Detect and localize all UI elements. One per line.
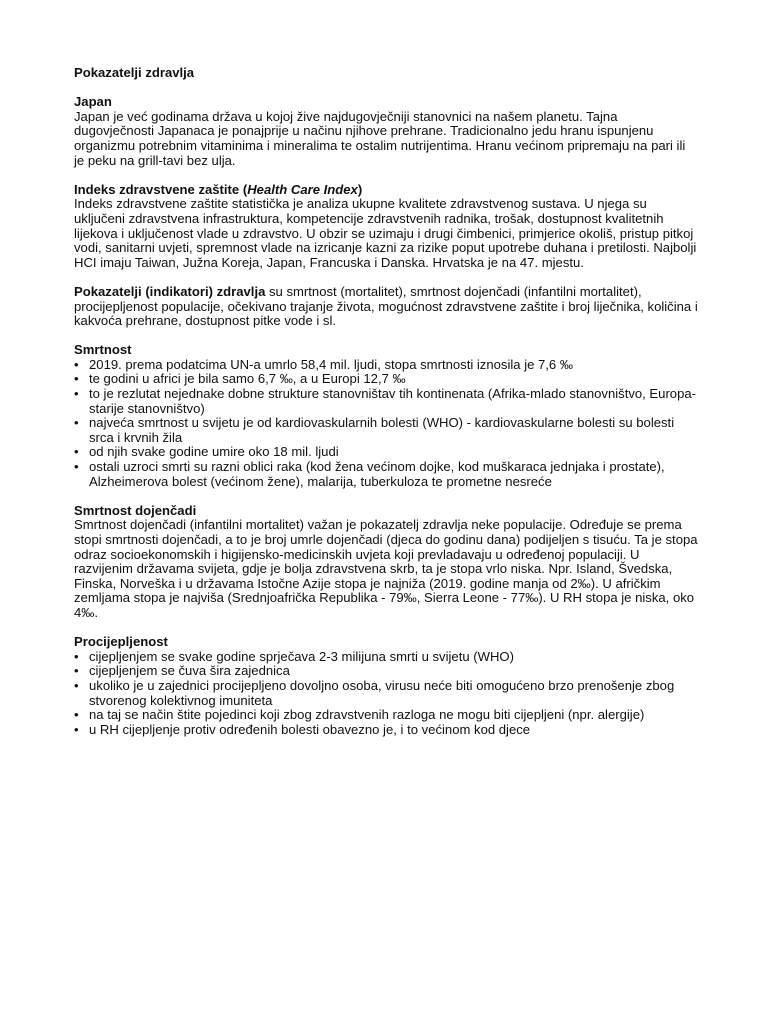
list-item (74, 460, 698, 489)
list-item (74, 723, 698, 738)
paragraph-indicators (74, 285, 698, 329)
heading-hci (74, 183, 698, 198)
bullet-icon: • (74, 415, 79, 431)
mortality-list (74, 358, 698, 489)
heading-hci-end: ) (357, 181, 363, 197)
bullet-icon: • (74, 386, 79, 402)
bullet-icon: • (74, 663, 79, 679)
heading-hci-italic: Health Care Index (247, 181, 358, 197)
section-vaccination (74, 635, 698, 737)
bullet-icon: • (74, 356, 79, 372)
list-item (74, 445, 698, 460)
list-item-text: ukoliko je u zajednici procijepljeno dovoljno osoba, virusu neće biti omogućeno brzo prenošenje zbog stvorenog kolektivnog imuniteta (89, 677, 675, 708)
bullet-icon: • (74, 648, 79, 664)
heading-japan: Japan (74, 94, 112, 110)
list-item (74, 372, 698, 387)
list-item-text: od njih svake godine umire oko 18 mil. ljudi (89, 444, 339, 460)
list-item-text: cijepljenjem se čuva šira zajednica (89, 663, 290, 679)
list-item (74, 387, 698, 416)
paragraph-infant-mortality: Smrtnost dojenčadi (infantilni mortalitet) važan je pokazatelj zdravlja neke populacije. Određuje se prema stopi smrtnosti dojenčadi, a to je broj umrle dojenčadi (djeca do godinu dana) podijeljen s tisuću. Ta je stopa odraz socioekonomskih i higijensko-medicinskih uvjeta koji prevladavaju u određenoj populaciji. U razvijenim državama svijeta, gdje je bolja zdravstvena skrb, ta je stopa vrlo niska. Npr. Island, Švedska, Finska, Norveška i u državama Istočne Azije stopa je najniža (2019. godine manja od 2‰). U afričkim zemljama stopa je najviša (Srednjoafrička Republika - 79‰, Sierra Leone - 77‰). U RH stopa je niska, oko 4‰. (74, 517, 698, 620)
list-item-text: ostali uzroci smrti su razni oblici raka (kod žena većinom dojke, kod muškaraca jednjaka i prostate), Alzheimerova bolest (većinom žene), malarija, tuberkuloza te prometne nesreće (89, 459, 665, 489)
bullet-icon: • (74, 459, 79, 475)
list-item-text: cijepljenjem se svake godine sprječava 2-3 milijuna smrti u svijetu (WHO) (89, 648, 514, 664)
document-title: Pokazatelji zdravlja (74, 65, 195, 80)
bullet-icon: • (74, 444, 79, 460)
list-item-text: te godini u africi je bila samo 6,7 ‰, a u Europi 12,7 ‰ (89, 371, 406, 387)
heading-vaccination: Procijepljenost (74, 634, 168, 650)
indicators-lead: Pokazatelji (indikatori) zdravlja (74, 283, 266, 299)
section-mortality (74, 343, 698, 489)
list-item-text: najveća smrtnost u svijetu je od kardiovaskularnih bolesti (WHO) - kardiovaskularne bolesti su bolesti srca i krvnih žila (89, 415, 675, 445)
list-item (74, 650, 698, 665)
list-item (74, 708, 698, 723)
list-item-text: na taj se način štite pojedinci koji zbog zdravstvenih razloga ne mogu biti cijepljeni (npr. alergije) (89, 707, 645, 723)
list-item-text: 2019. prema podatcima UN-a umrlo 58,4 mil. ljudi, stopa smrtnosti iznosila je 7,6 ‰ (89, 356, 573, 372)
list-item (74, 358, 698, 373)
list-item-text: u RH cijepljenje protiv određenih bolesti obavezno je, i to većinom kod djece (89, 721, 531, 737)
list-item (74, 416, 698, 445)
vaccination-list (74, 650, 698, 738)
list-item-text: to je rezlutat nejednake dobne strukture stanovništav tih kontinenata (Afrika-mlado stanovništvo, Europa-starije stanovništvo) (89, 386, 697, 416)
list-item (74, 664, 698, 679)
paragraph-japan: Japan je već godinama država u kojoj žive najdugovječniji stanovnici na našem planetu. Tajna dugovječnosti Japanaca je ponajprije u načinu njihove prehrane. Tradicionalno jedu hranu ispunjenu organizmu potrebnim vitaminima i mineralima te ostalim nutrijentima. Hranu većinom pripremaju na pari ili je peku na grill-tavi bez ulja. (74, 108, 686, 168)
section-indicators (74, 285, 698, 329)
section-infant-mortality (74, 504, 698, 621)
heading-hci-start: Indeks zdravstvene zaštite ( (74, 181, 248, 197)
section-japan (74, 95, 698, 168)
bullet-icon: • (74, 707, 79, 723)
section-hci (74, 183, 698, 271)
paragraph-hci: Indeks zdravstvene zaštite statistička je analiza ukupne kvalitete zdravstvenog sustava. U njega su uključeni zdravstvena infrastruktura, kompetencije zdravstvenih radnika, trošak, dostupnost kvalitetnih lijekova i uključenost vlade u zdravstvo. U obzir se uzimaju i drugi čimbenici, primjerice okoliš, pristup pitkoj vodi, sanitarni uvjeti, spremnost vlade na izricanje kazni za rizike poput upotrebe duhana i pretilosti. Najbolji HCI imaju Taiwan, Južna Koreja, Japan, Francuska i Danska. Hrvatska je na 47. mjestu. (74, 196, 697, 270)
bullet-icon: • (74, 677, 79, 693)
bullet-icon: • (74, 721, 79, 737)
indicators-text: su smrtnost (mortalitet), smrtnost dojenčadi (infantilni mortalitet), procijepljenost populacije, očekivano trajanje života, mogućnost zdravstvene zaštite i broj liječnika, količina i kakvoća prehrane, dostupnost pitke vode i sl. (74, 283, 698, 329)
heading-mortality: Smrtnost (74, 342, 132, 358)
bullet-icon: • (74, 371, 79, 387)
list-item (74, 679, 698, 708)
heading-infant-mortality: Smrtnost dojenčadi (74, 502, 197, 518)
